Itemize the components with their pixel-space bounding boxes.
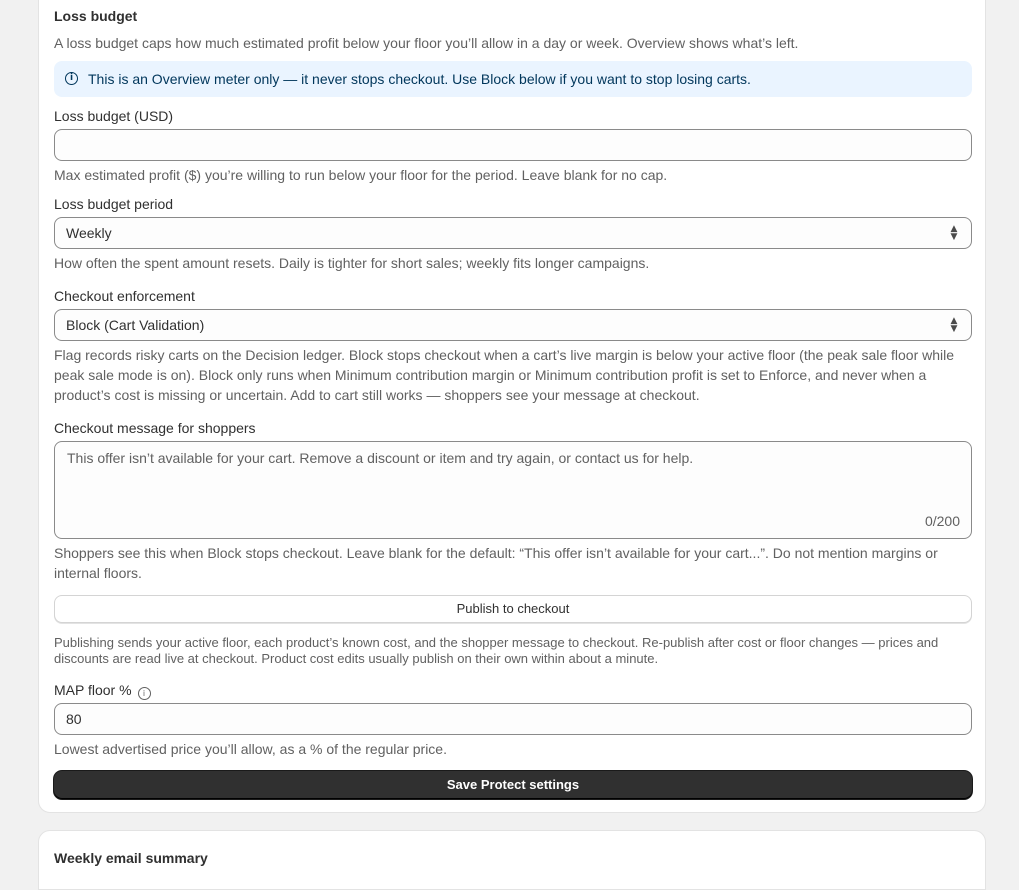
map-floor-label [54,682,151,700]
checkout-message-textarea[interactable] [54,441,972,539]
enforcement-selected-value: Block (Cart Validation) [66,317,205,333]
map-floor-label-text: MAP floor % [54,682,132,698]
loss-budget-amount-input[interactable] [54,129,972,161]
protect-settings-card [38,0,986,813]
info-circle-icon[interactable]: i [138,687,151,700]
loss-budget-amount-label: Loss budget (USD) [54,108,174,124]
info-icon: i [65,72,78,85]
loss-budget-amount-help: Max estimated profit ($) you’re willing to run below your floor for the period. Leave blank for no cap. [54,167,668,183]
loss-budget-heading: Loss budget [54,8,138,24]
map-floor-input[interactable] [54,703,972,735]
chevron-up-down-icon: ▲ ▼ [950,224,958,242]
publish-to-checkout-button[interactable]: Publish to checkout [54,595,972,623]
period-selected-value: Weekly [66,225,112,241]
save-protect-settings-button[interactable]: Save Protect settings [54,771,972,799]
checkout-enforcement-select[interactable] [54,309,972,341]
weekly-email-summary-card [38,830,986,890]
loss-budget-period-select[interactable] [54,217,972,249]
weekly-email-summary-heading: Weekly email summary [54,850,208,866]
checkout-enforcement-label: Checkout enforcement [54,288,195,304]
map-floor-value: 80 [66,711,82,727]
loss-budget-description: A loss budget caps how much estimated profit below your floor you’ll allow in a day or week. Overview shows what’s left. [54,35,799,51]
checkout-message-help: Shoppers see this when Block stops checkout. Leave blank for the default: “This offer isn’t available for your cart...”. Do not mention margins or internal floors. [54,545,938,581]
loss-budget-period-help: How often the spent amount resets. Daily is tighter for short sales; weekly fits longer campaigns. [54,255,650,271]
checkout-message-placeholder: This offer isn’t available for your cart. Remove a discount or item and try again, or contact us for help. [67,450,694,466]
loss-budget-period-label: Loss budget period [54,196,174,212]
checkout-enforcement-help: Flag records risky carts on the Decision ledger. Block stops checkout when a cart’s live margin is below your active floor (the peak sale floor while peak sale mode is on). Block only runs when Minimum contribution margin or Minimum contribution profit is set to Enforce, and never when a product’s cost is missing or uncertain. Add to cart still works — shoppers see your message at checkout. [54,347,955,403]
publish-help: Publishing sends your active floor, each product’s known cost, and the shopper message to checkout. Re-publish after cost or floor changes — prices and discounts are read live at checkout. Product cost edits usually publish on their own within about a minute. [54,635,939,666]
overview-info-banner [54,61,972,97]
character-counter: 0/200 [924,513,960,529]
chevron-up-down-icon: ▲ ▼ [950,316,958,334]
checkout-message-label: Checkout message for shoppers [54,420,256,436]
banner-text: This is an Overview meter only — it never stops checkout. Use Block below if you want to stop losing carts. [88,71,751,87]
map-floor-help: Lowest advertised price you’ll allow, as a % of the regular price. [54,741,447,757]
